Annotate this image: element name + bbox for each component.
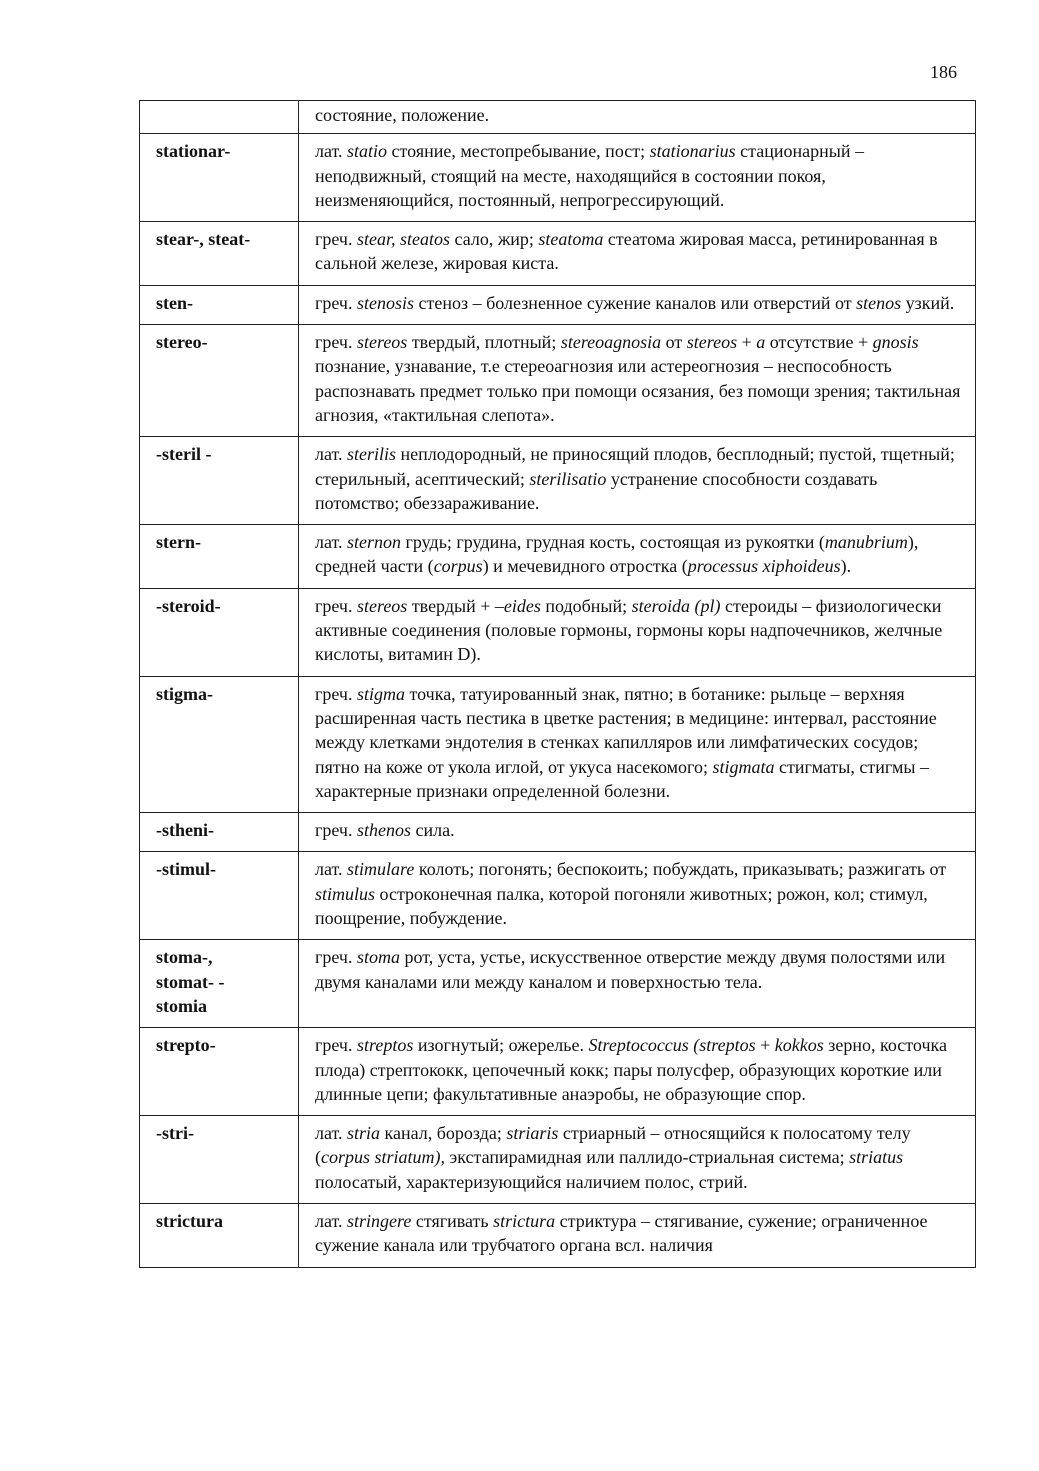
definition-text: состояние, положение.: [315, 105, 490, 125]
definition-italic-text: a: [756, 332, 766, 353]
term-text: -steroid-: [156, 595, 221, 616]
definition-text: стеатома жировая масса, ретинированная в сальной железе, жировая киста.: [315, 229, 938, 274]
definition-italic-text: sterilisatio: [529, 468, 607, 489]
definition-italic-text: stereos: [686, 332, 738, 353]
definition-italic-text: stenos: [856, 292, 902, 313]
definition-italic-text: processus xiphoideus: [687, 556, 841, 577]
definition-text: стероиды – физиологически активные соединения (половые гормоны, гормоны коры надпочечников, желчные кислоты, витамин D).: [315, 595, 943, 665]
definition-italic-text: stationarius: [649, 141, 736, 162]
definition-cell: [299, 325, 976, 437]
table-row: [140, 852, 976, 940]
term-cell: [140, 101, 299, 134]
definition-cell: [299, 676, 976, 812]
definition-italic-text: stimulus: [315, 883, 376, 904]
definition-italic-text: corpus striatum),: [321, 1147, 446, 1168]
term-cell: [140, 1028, 299, 1116]
definition-text: колоть; погонять; беспокоить; побуждать, приказывать; разжигать от: [414, 859, 947, 880]
definition-text: лат.: [315, 1210, 348, 1231]
definition-cell: [299, 285, 976, 324]
definition-text: греч.: [315, 332, 357, 353]
term-cell: [140, 1203, 299, 1267]
term-cell: [140, 325, 299, 437]
definition-cell: [299, 940, 976, 1028]
definition-text: экстапирамидная или паллидо-стриальная система;: [445, 1147, 850, 1168]
table-row: [140, 940, 976, 1028]
term-text: -steril -: [156, 444, 212, 465]
term-cell: [140, 1116, 299, 1204]
definition-text: ) и мечевидного отростка (: [482, 556, 688, 577]
definition-cell: [299, 1116, 976, 1204]
definition-text: лат.: [315, 141, 348, 162]
definition-text: твердый + –: [407, 595, 504, 616]
definition-italic-text: stria: [347, 1123, 381, 1144]
definition-text: стягивать: [411, 1210, 494, 1231]
definition-text: стеноз – болезненное сужение каналов или отверстий от: [414, 292, 857, 313]
definition-italic-text: stear, steatos: [356, 229, 450, 250]
definition-italic-text: stereos: [356, 595, 408, 616]
definition-text: подобный;: [540, 595, 632, 616]
definition-cell: [299, 437, 976, 525]
definition-text: ), средней части (: [315, 532, 919, 577]
term-text: stationar-: [156, 141, 231, 162]
definition-text: греч.: [315, 683, 357, 704]
definition-italic-text: stimulare: [347, 859, 415, 880]
dictionary-table-body: [140, 101, 976, 1268]
term-cell: [140, 134, 299, 222]
definition-text: лат.: [315, 1123, 348, 1144]
table-row: [140, 1116, 976, 1204]
definition-italic-text: stigmata: [712, 756, 775, 777]
definition-text: сила.: [410, 820, 455, 841]
definition-italic-text: striatus: [849, 1147, 904, 1168]
definition-text: греч.: [315, 947, 357, 968]
definition-text: стационарный – неподвижный, стоящий на месте, находящийся в состоянии покоя, неизменяющийся, постоянный, непрогрессирующий.: [315, 141, 864, 210]
term-cell: [140, 588, 299, 676]
definition-text: ).: [840, 556, 852, 577]
definition-text: твердый, плотный;: [407, 332, 561, 353]
dictionary-table: [139, 100, 976, 1268]
term-cell: [140, 437, 299, 525]
term-text: stomia: [156, 995, 207, 1016]
definition-text: +: [737, 332, 757, 353]
definition-cell: [299, 134, 976, 222]
term-cell: [140, 940, 299, 1028]
definition-italic-text: manubrium: [824, 532, 908, 553]
table-row: [140, 285, 976, 324]
definition-text: познание, узнавание, т.е стереоагнозия или астереогнозия – неспособность распознавать предмет только при помощи осязания, без помощи зрения; тактильная агнозия, «тактильная слепота».: [315, 356, 961, 425]
definition-cell: [299, 1203, 976, 1267]
definition-cell: [299, 525, 976, 589]
definition-italic-text: striaris: [506, 1123, 559, 1144]
definition-text: греч.: [315, 820, 357, 841]
definition-italic-text: gnosis: [872, 332, 919, 353]
definition-italic-text: kokkos: [774, 1035, 824, 1056]
definition-text: полосатый, характеризующийся наличием полос, стрий.: [315, 1171, 748, 1192]
table-row: [140, 325, 976, 437]
definition-cell: [299, 1028, 976, 1116]
table-row: [140, 437, 976, 525]
definition-text: неплодородный, не приносящий плодов, бесплодный; пустой, тщетный; стерильный, асептический;: [315, 444, 955, 489]
table-row: [140, 676, 976, 812]
term-text: -stimul-: [156, 859, 216, 880]
definition-text: рот, уста, устье, искусственное отверстие между двумя полостями или двумя каналами или между каналом и поверхностью тела.: [315, 947, 946, 992]
definition-text: лат.: [315, 532, 348, 553]
term-cell: [140, 222, 299, 286]
term-cell: [140, 676, 299, 812]
definition-text: стриарный – относящийся к полосатому телу (: [315, 1123, 911, 1168]
table-row: [140, 1028, 976, 1116]
term-text: strepto-: [156, 1035, 216, 1056]
definition-text: стриктура – стягивание, сужение; ограниченное сужение канала или трубчатого органа всл. наличия: [315, 1210, 928, 1256]
table-row: [140, 525, 976, 589]
definition-text: устранение способности создавать потомство; обеззараживание.: [315, 468, 878, 513]
definition-italic-text: sthenos: [356, 820, 411, 841]
term-text: sten-: [156, 292, 193, 313]
definition-cell: [299, 588, 976, 676]
definition-text: отсутствие +: [765, 332, 873, 353]
definition-italic-text: stringere: [347, 1210, 412, 1231]
definition-text: сало, жир;: [450, 229, 539, 250]
definition-italic-text: stoma: [356, 947, 400, 968]
term-cell: [140, 852, 299, 940]
definition-text: стояние, местопребывание, пост;: [387, 141, 650, 162]
table-row: [140, 1203, 976, 1267]
definition-text: узкий.: [901, 292, 955, 313]
term-cell: [140, 285, 299, 324]
definition-cell: [299, 813, 976, 852]
definition-italic-text: streptos: [356, 1035, 414, 1056]
definition-text: греч.: [315, 229, 357, 250]
definition-text: изогнутый; ожерелье.: [413, 1035, 589, 1056]
term-text: stomat- -: [156, 971, 225, 992]
table-row: [140, 101, 976, 134]
term-text: stoma-,: [156, 947, 213, 968]
definition-italic-text: corpus: [433, 556, 483, 577]
table-row: [140, 134, 976, 222]
term-text: stern-: [156, 532, 201, 553]
definition-italic-text: stereos: [356, 332, 408, 353]
definition-text: лат.: [315, 859, 348, 880]
definition-text: остроконечная палка, которой погоняли животных; рожон, кол; стимул, поощрение, побуждение.: [315, 883, 928, 929]
term-text: -stri-: [156, 1123, 194, 1144]
definition-cell: [299, 852, 976, 940]
term-text: -stheni-: [156, 820, 214, 841]
definition-italic-text: statio: [347, 141, 388, 162]
definition-text: греч.: [315, 1035, 357, 1056]
definition-italic-text: sterilis: [347, 444, 397, 465]
definition-text: греч.: [315, 595, 357, 616]
definition-italic-text: strictura: [493, 1210, 556, 1231]
definition-italic-text: Streptococcus (streptos: [588, 1035, 756, 1056]
definition-text: точка, татуированный знак, пятно; в ботанике: рыльце – верхняя расширенная часть пестика в цветке растения; в медицине: интервал, расстояние между клетками эндотелия в стенках капилляров или лимфатических сосудов; пятно на коже от укола иглой, от укуса насекомого;: [315, 683, 937, 777]
term-cell: [140, 813, 299, 852]
definition-text: +: [755, 1035, 775, 1056]
table-row: [140, 813, 976, 852]
term-text: stigma-: [156, 683, 213, 704]
definition-italic-text: eides: [503, 595, 541, 616]
term-cell: [140, 525, 299, 589]
definition-italic-text: sternon: [347, 532, 402, 553]
definition-text: от: [661, 332, 687, 353]
definition-text: канал, борозда;: [380, 1123, 507, 1144]
term-text: stear-, steat-: [156, 229, 251, 250]
definition-text: стигматы, стигмы – характерные признаки определенной болезни.: [315, 756, 929, 801]
definition-text: греч.: [315, 292, 357, 313]
definition-cell: [299, 222, 976, 286]
definition-italic-text: stigma: [356, 683, 405, 704]
definition-text: грудь; грудина, грудная кость, состоящая из рукоятки (: [401, 532, 825, 553]
definition-italic-text: stenosis: [356, 292, 414, 313]
definition-cell: [299, 101, 976, 134]
definition-italic-text: steroida (pl): [631, 595, 721, 616]
definition-italic-text: steatoma: [538, 229, 604, 250]
table-row: [140, 222, 976, 286]
definition-italic-text: stereoagnosia: [560, 332, 662, 353]
table-row: [140, 588, 976, 676]
term-text: stereo-: [156, 332, 208, 353]
page-number: 186: [930, 62, 957, 82]
term-text: strictura: [156, 1210, 223, 1231]
definition-text: зерно, косточка плода) стрептококк, цепочечный кокк; пары полусфер, образующих короткие или длинные цепи; факультативные анаэробы, не образующие спор.: [315, 1035, 947, 1104]
definition-text: лат.: [315, 444, 348, 465]
